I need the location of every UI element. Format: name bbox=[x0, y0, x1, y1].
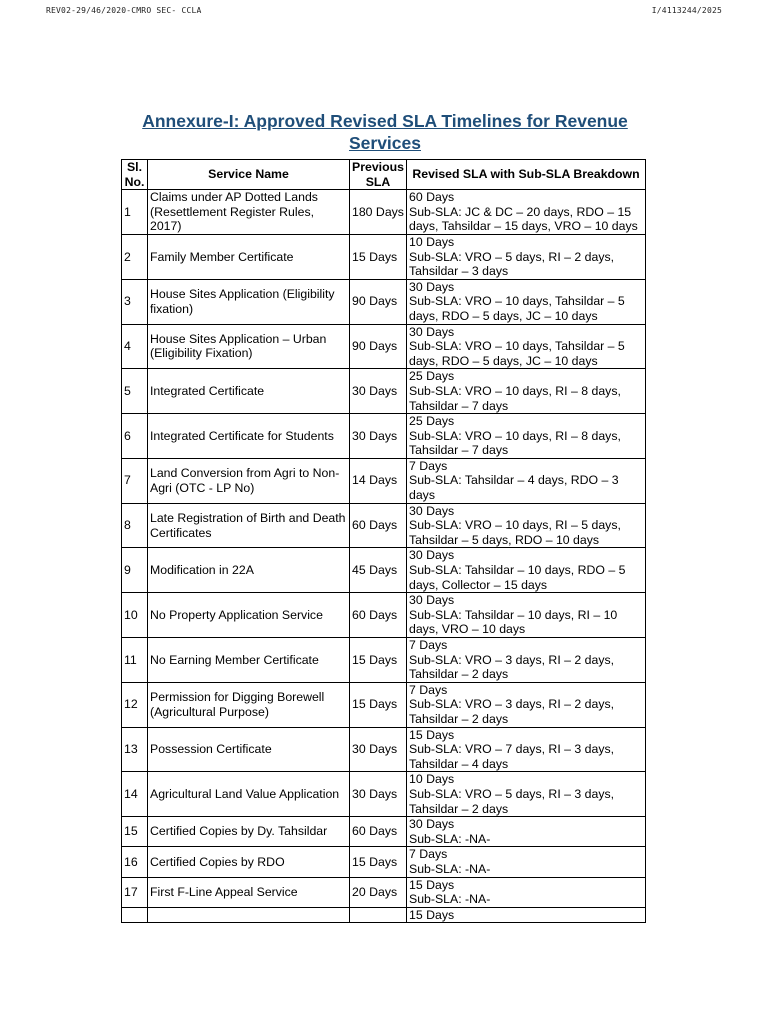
row-previous-sla: 30 Days bbox=[350, 369, 407, 414]
row-sl-no: 13 bbox=[122, 727, 148, 772]
row-sl-no: 2 bbox=[122, 234, 148, 279]
row-service-name: Integrated Certificate for Students bbox=[148, 414, 350, 459]
row-service-name: Claims under AP Dotted Lands (Resettlement Register Rules, 2017) bbox=[148, 190, 350, 235]
row-revised-sla bbox=[407, 907, 646, 923]
table-row bbox=[122, 593, 646, 638]
sub-sla-breakdown: Sub-SLA: Tahsildar – 4 days, RDO – 3 days bbox=[409, 473, 619, 503]
row-service-name: House Sites Application – Urban (Eligibility Fixation) bbox=[148, 324, 350, 369]
col-header-revised-sla: Revised SLA with Sub-SLA Breakdown bbox=[407, 160, 646, 190]
row-revised-sla bbox=[407, 817, 646, 847]
row-previous-sla: 20 Days bbox=[350, 877, 407, 907]
row-sl-no: 16 bbox=[122, 847, 148, 877]
row-revised-sla bbox=[407, 548, 646, 593]
row-revised-sla bbox=[407, 458, 646, 503]
sub-sla-breakdown: Sub-SLA: -NA- bbox=[409, 861, 491, 876]
revised-days: 7 Days bbox=[409, 638, 448, 652]
sub-sla-breakdown: Sub-SLA: -NA- bbox=[409, 831, 491, 846]
row-previous-sla: 15 Days bbox=[350, 234, 407, 279]
revised-days: 15 Days bbox=[409, 877, 455, 892]
row-sl-no: 14 bbox=[122, 772, 148, 817]
row-service-name: First F-Line Appeal Service bbox=[148, 877, 350, 907]
revised-days: 15 Days bbox=[409, 727, 455, 742]
col-header-service-name: Service Name bbox=[148, 160, 350, 190]
revised-days: 30 Days bbox=[409, 279, 455, 294]
row-revised-sla bbox=[407, 847, 646, 877]
sub-sla-breakdown: Sub-SLA: VRO – 7 days, RI – 3 days, Tahsildar – 4 days bbox=[409, 742, 615, 771]
page-header-right: I/4113244/2025 bbox=[651, 6, 722, 15]
sub-sla-breakdown: Sub-SLA: Tahsildar – 10 days, RDO – 5 days, Collector – 15 days bbox=[409, 563, 626, 592]
revised-days: 60 Days bbox=[409, 190, 455, 205]
sub-sla-breakdown: Sub-SLA: VRO – 3 days, RI – 2 days, Tahsildar – 2 days bbox=[409, 697, 615, 726]
row-sl-no: 4 bbox=[122, 324, 148, 369]
table-row bbox=[122, 682, 646, 727]
sub-sla-breakdown: Sub-SLA: VRO – 5 days, RI – 3 days, Tahsildar – 2 days bbox=[409, 786, 615, 816]
revised-days: 30 Days bbox=[409, 503, 455, 518]
revised-days: 7 Days bbox=[409, 458, 448, 473]
revised-days: 15 Days bbox=[409, 907, 455, 922]
table-row bbox=[122, 458, 646, 503]
row-sl-no: 10 bbox=[122, 593, 148, 638]
table-row bbox=[122, 817, 646, 847]
sub-sla-breakdown: Sub-SLA: JC & DC – 20 days, RDO – 15 days, Tahsildar – 15 days, VRO – 10 days bbox=[409, 204, 638, 234]
table-row bbox=[122, 772, 646, 817]
page-header-left: REV02-29/46/2020-CMRO SEC- CCLA bbox=[46, 6, 202, 15]
row-revised-sla bbox=[407, 414, 646, 459]
row-previous-sla: 30 Days bbox=[350, 414, 407, 459]
row-sl-no bbox=[122, 907, 148, 923]
row-previous-sla: 15 Days bbox=[350, 847, 407, 877]
row-service-name: Family Member Certificate bbox=[148, 234, 350, 279]
row-revised-sla bbox=[407, 503, 646, 548]
row-revised-sla bbox=[407, 234, 646, 279]
row-previous-sla: 15 Days bbox=[350, 682, 407, 727]
page-title: Annexure-I: Approved Revised SLA Timelines for Revenue Services bbox=[142, 111, 628, 153]
table-row bbox=[122, 727, 646, 772]
table-row bbox=[122, 847, 646, 877]
table-row bbox=[122, 279, 646, 324]
col-header-sl-no: Sl. No. bbox=[122, 160, 148, 190]
row-service-name: Late Registration of Birth and Death Certificates bbox=[148, 503, 350, 548]
row-previous-sla bbox=[350, 907, 407, 923]
row-sl-no: 6 bbox=[122, 414, 148, 459]
row-previous-sla: 30 Days bbox=[350, 727, 407, 772]
table-body bbox=[122, 190, 646, 923]
row-previous-sla: 30 Days bbox=[350, 772, 407, 817]
row-revised-sla bbox=[407, 638, 646, 683]
row-service-name: No Property Application Service bbox=[148, 593, 350, 638]
table-row bbox=[122, 877, 646, 907]
row-revised-sla bbox=[407, 190, 646, 235]
row-service-name: Land Conversion from Agri to Non-Agri (OTC - LP No) bbox=[148, 458, 350, 503]
row-service-name: House Sites Application (Eligibility fixation) bbox=[148, 279, 350, 324]
sub-sla-breakdown: Sub-SLA: -NA- bbox=[409, 892, 491, 907]
revised-days: 25 Days bbox=[409, 414, 455, 429]
sub-sla-breakdown: Sub-SLA: VRO – 10 days, RI – 8 days, Tahsildar – 7 days bbox=[409, 383, 621, 413]
table-row bbox=[122, 414, 646, 459]
table-row bbox=[122, 190, 646, 235]
revised-days: 30 Days bbox=[409, 817, 455, 832]
row-sl-no: 9 bbox=[122, 548, 148, 593]
row-revised-sla bbox=[407, 682, 646, 727]
sub-sla-breakdown: Sub-SLA: VRO – 10 days, RI – 8 days, Tahsildar – 7 days bbox=[409, 428, 621, 458]
revised-days: 30 Days bbox=[409, 324, 455, 339]
row-service-name: Permission for Digging Borewell (Agricultural Purpose) bbox=[148, 682, 350, 727]
row-sl-no: 3 bbox=[122, 279, 148, 324]
row-service-name: Modification in 22A bbox=[148, 548, 350, 593]
sla-table bbox=[121, 159, 646, 923]
row-revised-sla bbox=[407, 772, 646, 817]
row-sl-no: 15 bbox=[122, 817, 148, 847]
table-row bbox=[122, 907, 646, 923]
revised-days: 10 Days bbox=[409, 772, 455, 787]
table-header-row bbox=[122, 160, 646, 190]
sub-sla-breakdown: Sub-SLA: VRO – 10 days, RI – 5 days, Tahsildar – 5 days, RDO – 10 days bbox=[409, 518, 621, 547]
row-revised-sla bbox=[407, 279, 646, 324]
row-revised-sla bbox=[407, 324, 646, 369]
row-previous-sla: 180 Days bbox=[350, 190, 407, 235]
row-previous-sla: 45 Days bbox=[350, 548, 407, 593]
row-revised-sla bbox=[407, 369, 646, 414]
row-previous-sla: 90 Days bbox=[350, 279, 407, 324]
row-sl-no: 5 bbox=[122, 369, 148, 414]
row-service-name: Certified Copies by RDO bbox=[148, 847, 350, 877]
revised-days: 30 Days bbox=[409, 593, 455, 608]
row-previous-sla: 60 Days bbox=[350, 817, 407, 847]
row-sl-no: 1 bbox=[122, 190, 148, 235]
row-service-name: No Earning Member Certificate bbox=[148, 638, 350, 683]
row-sl-no: 12 bbox=[122, 682, 148, 727]
row-sl-no: 7 bbox=[122, 458, 148, 503]
row-service-name: Agricultural Land Value Application bbox=[148, 772, 350, 817]
table-row bbox=[122, 548, 646, 593]
row-revised-sla bbox=[407, 593, 646, 638]
revised-days: 7 Days bbox=[409, 682, 448, 697]
row-sl-no: 17 bbox=[122, 877, 148, 907]
revised-days: 7 Days bbox=[409, 847, 448, 862]
sub-sla-breakdown: Sub-SLA: VRO – 5 days, RI – 2 days, Tahsildar – 3 days bbox=[409, 249, 615, 279]
row-service-name bbox=[148, 907, 350, 923]
row-previous-sla: 60 Days bbox=[350, 503, 407, 548]
col-header-previous-sla: Previous SLA bbox=[350, 160, 407, 190]
row-sl-no: 8 bbox=[122, 503, 148, 548]
row-previous-sla: 90 Days bbox=[350, 324, 407, 369]
sub-sla-breakdown: Sub-SLA: VRO – 10 days, Tahsildar – 5 days, RDO – 5 days, JC – 10 days bbox=[409, 294, 625, 323]
table-row bbox=[122, 638, 646, 683]
sub-sla-breakdown: Sub-SLA: Tahsildar – 10 days, RI – 10 days, VRO – 10 days bbox=[409, 607, 618, 637]
row-previous-sla: 15 Days bbox=[350, 638, 407, 683]
revised-days: 10 Days bbox=[409, 234, 455, 249]
sub-sla-breakdown: Sub-SLA: VRO – 3 days, RI – 2 days, Tahsildar – 2 days bbox=[409, 652, 615, 682]
revised-days: 30 Days bbox=[409, 548, 455, 563]
revised-days: 25 Days bbox=[409, 369, 455, 384]
row-previous-sla: 14 Days bbox=[350, 458, 407, 503]
row-service-name: Integrated Certificate bbox=[148, 369, 350, 414]
row-revised-sla bbox=[407, 727, 646, 772]
row-previous-sla: 60 Days bbox=[350, 593, 407, 638]
table-row bbox=[122, 234, 646, 279]
table-row bbox=[122, 324, 646, 369]
table-row bbox=[122, 503, 646, 548]
row-sl-no: 11 bbox=[122, 638, 148, 683]
row-service-name: Certified Copies by Dy. Tahsildar bbox=[148, 817, 350, 847]
table-row bbox=[122, 369, 646, 414]
row-service-name: Possession Certificate bbox=[148, 727, 350, 772]
row-revised-sla bbox=[407, 877, 646, 907]
sub-sla-breakdown: Sub-SLA: VRO – 10 days, Tahsildar – 5 days, RDO – 5 days, JC – 10 days bbox=[409, 339, 625, 368]
